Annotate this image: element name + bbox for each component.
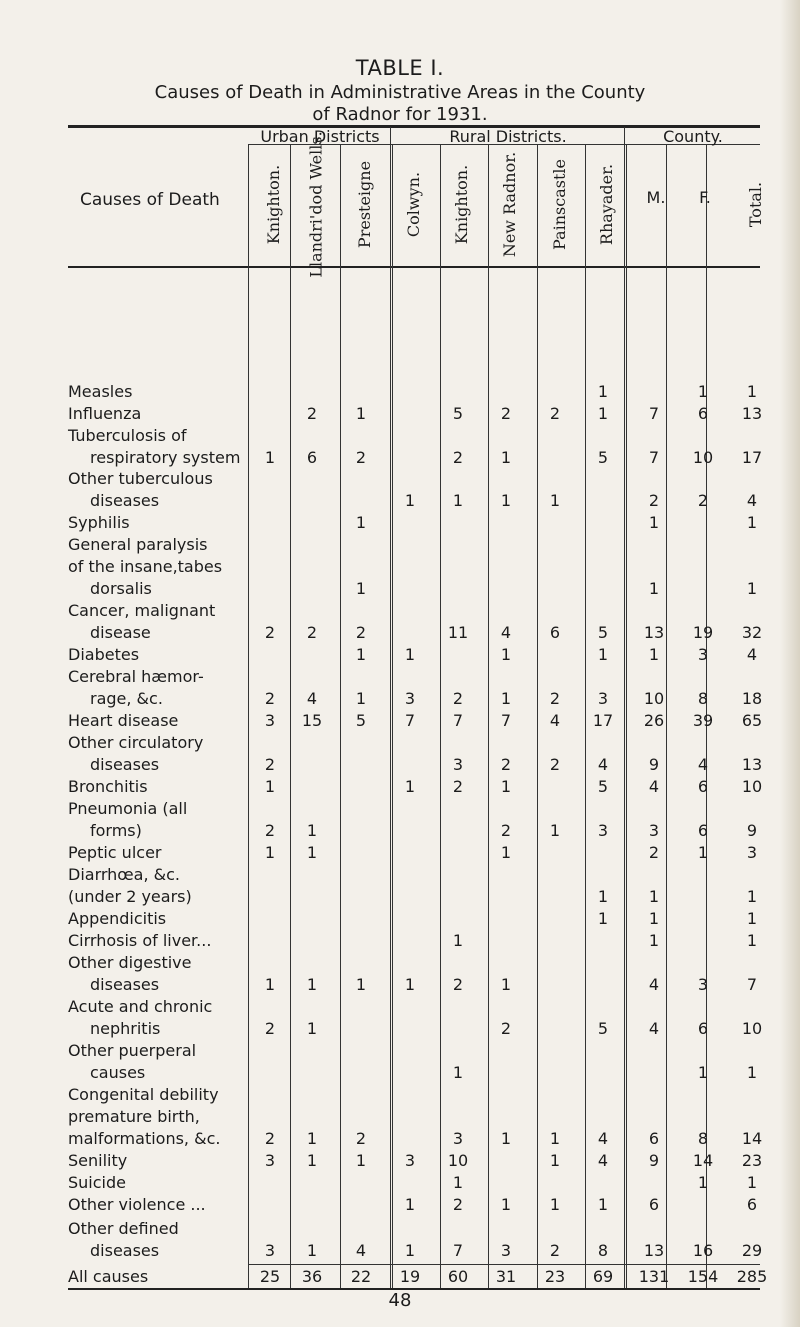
table-cell: 1 <box>597 382 609 401</box>
table-cell: 2 <box>452 448 464 467</box>
table-cell: 3 <box>264 711 276 730</box>
table-cell: 1 <box>746 1173 758 1192</box>
column-header-text: Rhayader. <box>597 163 617 245</box>
column-header-text: Painscastle <box>549 158 569 250</box>
total-cell: 69 <box>592 1267 614 1286</box>
table-cell: 10 <box>643 689 665 708</box>
column-header-text: Knighton. <box>452 164 472 244</box>
table-cell: 1 <box>452 491 464 510</box>
table-cell: 1 <box>355 975 367 994</box>
table-cell: 1 <box>549 491 561 510</box>
table-cell: 1 <box>404 1241 416 1260</box>
column-header-female: F. <box>699 188 711 207</box>
table-cell: 2 <box>500 1019 512 1038</box>
table-cell: 7 <box>648 448 660 467</box>
cause-label: diseases <box>90 975 160 994</box>
cause-label: dorsalis <box>90 579 152 598</box>
table-cell: 3 <box>597 689 609 708</box>
table-cell: 1 <box>355 404 367 423</box>
table-cell: 1 <box>597 909 609 928</box>
table-cell: 8 <box>697 1129 709 1148</box>
table-cell: 1 <box>746 513 758 532</box>
cause-label: Other puerperal <box>68 1041 197 1060</box>
table-cell: 1 <box>597 1195 609 1214</box>
table-cell: 4 <box>597 1151 609 1170</box>
table-cell: 1 <box>500 1129 512 1148</box>
table-cell: 1 <box>355 513 367 532</box>
total-cell: 23 <box>544 1267 566 1286</box>
table-cell: 32 <box>741 623 763 642</box>
cause-label: Peptic ulcer <box>68 843 162 862</box>
table-cell: 3 <box>597 821 609 840</box>
header-rule <box>68 266 760 268</box>
page-number: 48 <box>388 1290 412 1311</box>
table-cell: 1 <box>355 579 367 598</box>
table-cell: 2 <box>264 689 276 708</box>
table-cell: 1 <box>697 382 709 401</box>
cause-label: Congenital debility <box>68 1085 219 1104</box>
table-cell: 6 <box>697 404 709 423</box>
table-cell: 7 <box>500 711 512 730</box>
table-cell: 2 <box>306 623 318 642</box>
table-cell: 19 <box>692 623 714 642</box>
table-cell: 2 <box>549 1241 561 1260</box>
table-cell: 1 <box>746 1063 758 1082</box>
column-divider <box>626 145 627 1288</box>
table-cell: 10 <box>447 1151 469 1170</box>
table-cell: 17 <box>741 448 763 467</box>
table-cell: 7 <box>452 711 464 730</box>
table-cell: 1 <box>404 975 416 994</box>
table-cell: 1 <box>306 843 318 862</box>
table-cell: 1 <box>306 1241 318 1260</box>
table-cell: 15 <box>301 711 323 730</box>
totals-rule <box>248 1264 760 1265</box>
table-cell: 6 <box>648 1195 660 1214</box>
total-cell: 285 <box>736 1267 768 1286</box>
table-cell: 2 <box>306 404 318 423</box>
table-cell: 1 <box>306 975 318 994</box>
table-cell: 1 <box>648 909 660 928</box>
table-cell: 2 <box>452 1195 464 1214</box>
cause-label: Syphilis <box>68 513 130 532</box>
table-cell: 1 <box>597 887 609 906</box>
table-cell: 6 <box>697 777 709 796</box>
total-cell: 25 <box>259 1267 281 1286</box>
table-cell: 4 <box>597 755 609 774</box>
cause-label: Suicide <box>68 1173 126 1192</box>
cause-label: Other digestive <box>68 953 192 972</box>
table-cell: 1 <box>549 1151 561 1170</box>
cause-label: Bronchitis <box>68 777 148 796</box>
table-cell: 1 <box>549 821 561 840</box>
table-cell: 1 <box>500 689 512 708</box>
cause-label: Diabetes <box>68 645 140 664</box>
table-cell: 2 <box>264 623 276 642</box>
table-cell: 13 <box>741 755 763 774</box>
cause-label: of the insane,tabes <box>68 557 223 576</box>
table-cell: 26 <box>643 711 665 730</box>
cause-label: malformations, &c. <box>68 1129 221 1148</box>
table-cell: 1 <box>264 843 276 862</box>
column-header <box>736 145 776 263</box>
cause-label: Cancer, malignant <box>68 601 216 620</box>
total-cell: 154 <box>687 1267 719 1286</box>
table-cell: 13 <box>741 404 763 423</box>
table-cell: 1 <box>264 975 276 994</box>
table-cell: 3 <box>404 689 416 708</box>
column-header <box>345 145 385 263</box>
column-header-text: Colwyn. <box>404 171 424 237</box>
table-cell: 3 <box>264 1241 276 1260</box>
table-cell: 2 <box>549 755 561 774</box>
table-cell: 16 <box>692 1241 714 1260</box>
table-cell: 1 <box>746 887 758 906</box>
table-cell: 5 <box>597 777 609 796</box>
total-cell: 60 <box>447 1267 469 1286</box>
table-cell: 23 <box>741 1151 763 1170</box>
cause-label: Pneumonia (all <box>68 799 188 818</box>
table-cell: 7 <box>404 711 416 730</box>
table-cell: 2 <box>355 448 367 467</box>
table-cell: 9 <box>648 1151 660 1170</box>
total-cell: 31 <box>495 1267 517 1286</box>
table-cell: 1 <box>452 1173 464 1192</box>
column-header-text: New Radnor. <box>500 151 520 257</box>
table-cell: 4 <box>597 1129 609 1148</box>
table-cell: 4 <box>648 975 660 994</box>
table-cell: 1 <box>648 645 660 664</box>
column-header <box>296 130 336 278</box>
table-cell: 4 <box>355 1241 367 1260</box>
table-cell: 1 <box>306 1151 318 1170</box>
table-cell: 13 <box>643 1241 665 1260</box>
column-header-text: Llandri'dod Wells. <box>306 130 326 278</box>
table-cell: 6 <box>697 821 709 840</box>
table-cell: 1 <box>264 448 276 467</box>
table-cell: 6 <box>746 1195 758 1214</box>
table-cell: 1 <box>597 645 609 664</box>
table-cell: 1 <box>648 579 660 598</box>
table-cell: 1 <box>500 448 512 467</box>
table-cell: 3 <box>452 1129 464 1148</box>
cause-label: Senility <box>68 1151 128 1170</box>
table-cell: 1 <box>597 404 609 423</box>
all-causes-label: All causes <box>68 1267 149 1286</box>
cause-label: diseases <box>90 755 160 774</box>
table-cell: 9 <box>746 821 758 840</box>
table-cell: 2 <box>452 777 464 796</box>
cause-label: Other circulatory <box>68 733 204 752</box>
table-cell: 1 <box>697 843 709 862</box>
table-cell: 5 <box>597 623 609 642</box>
cause-label: Appendicitis <box>68 909 167 928</box>
cause-label: Other violence ... <box>68 1195 206 1214</box>
table-cell: 1 <box>404 645 416 664</box>
table-cell: 1 <box>746 579 758 598</box>
cause-label: respiratory system <box>90 448 241 467</box>
cause-label: forms) <box>90 821 142 840</box>
table-cell: 6 <box>549 623 561 642</box>
table-cell: 2 <box>697 491 709 510</box>
table-cell: 4 <box>500 623 512 642</box>
cause-label: causes <box>90 1063 146 1082</box>
table-cell: 4 <box>746 491 758 510</box>
table-cell: 2 <box>264 821 276 840</box>
table-cell: 1 <box>648 513 660 532</box>
table-cell: 39 <box>692 711 714 730</box>
table-cell: 4 <box>306 689 318 708</box>
table-cell: 1 <box>648 887 660 906</box>
table-cell: 2 <box>452 975 464 994</box>
table-cell: 10 <box>692 448 714 467</box>
table-cell: 2 <box>264 1129 276 1148</box>
table-cell: 1 <box>500 645 512 664</box>
column-header-male: M. <box>646 188 666 207</box>
table-cell: 2 <box>549 689 561 708</box>
column-header-text: Knighton. <box>264 164 284 244</box>
cause-label: diseases <box>90 491 160 510</box>
table-cell: 3 <box>746 843 758 862</box>
cause-label: disease <box>90 623 151 642</box>
column-header-text: Presteigne <box>355 160 375 248</box>
cause-label: General paralysis <box>68 535 208 554</box>
table-cell: 2 <box>500 404 512 423</box>
table-cell: 11 <box>447 623 469 642</box>
cause-label: Influenza <box>68 404 142 423</box>
table-cell: 3 <box>697 645 709 664</box>
table-cell: 2 <box>648 491 660 510</box>
table-cell: 17 <box>592 711 614 730</box>
table-cell: 7 <box>746 975 758 994</box>
table-cell: 1 <box>452 1063 464 1082</box>
table-cell: 1 <box>355 1151 367 1170</box>
cause-label: Diarrhœa, &c. <box>68 865 181 884</box>
table-cell: 1 <box>500 777 512 796</box>
table-cell: 2 <box>648 843 660 862</box>
table-cell: 29 <box>741 1241 763 1260</box>
table-cell: 4 <box>549 711 561 730</box>
table-cell: 2 <box>500 821 512 840</box>
table-title: TABLE I. <box>355 56 445 80</box>
table-cell: 10 <box>741 1019 763 1038</box>
column-header <box>254 145 294 263</box>
cause-label: (under 2 years) <box>68 887 192 906</box>
cause-label: nephritis <box>90 1019 161 1038</box>
table-cell: 65 <box>741 711 763 730</box>
group-label-county: County. <box>663 127 723 146</box>
table-cell: 4 <box>648 777 660 796</box>
table-cell: 1 <box>746 382 758 401</box>
table-cell: 1 <box>549 1195 561 1214</box>
table-cell: 14 <box>692 1151 714 1170</box>
cause-label: rage, &c. <box>90 689 163 708</box>
table-cell: 1 <box>452 931 464 950</box>
table-cell: 1 <box>500 1195 512 1214</box>
cause-label: Measles <box>68 382 133 401</box>
subtitle-line-2: of Radnor for 1931. <box>312 104 488 125</box>
table-cell: 5 <box>597 1019 609 1038</box>
total-cell: 131 <box>638 1267 670 1286</box>
table-cell: 1 <box>500 975 512 994</box>
table-cell: 2 <box>355 623 367 642</box>
table-cell: 1 <box>746 931 758 950</box>
group-label-rural: Rural Districts. <box>449 127 567 146</box>
causes-column-header: Causes of Death <box>80 190 220 210</box>
table-cell: 13 <box>643 623 665 642</box>
column-header <box>394 145 434 263</box>
column-header <box>587 145 627 263</box>
table-cell: 1 <box>264 777 276 796</box>
table-cell: 5 <box>355 711 367 730</box>
cause-label: Other defined <box>68 1219 179 1238</box>
table-cell: 3 <box>264 1151 276 1170</box>
table-subtitle <box>0 82 800 126</box>
table-cell: 18 <box>741 689 763 708</box>
table-cell: 1 <box>648 931 660 950</box>
group-label-urban: Urban Districts <box>260 127 380 146</box>
table-cell: 6 <box>648 1129 660 1148</box>
cause-label: premature birth, <box>68 1107 200 1126</box>
table-cell: 1 <box>500 491 512 510</box>
table-cell: 1 <box>404 777 416 796</box>
table-cell: 4 <box>648 1019 660 1038</box>
table-cell: 4 <box>746 645 758 664</box>
table-cell: 7 <box>452 1241 464 1260</box>
total-cell: 19 <box>399 1267 421 1286</box>
cause-label: Cirrhosis of liver... <box>68 931 212 950</box>
table-cell: 2 <box>355 1129 367 1148</box>
table-cell: 1 <box>697 1063 709 1082</box>
table-cell: 1 <box>306 1129 318 1148</box>
table-cell: 3 <box>404 1151 416 1170</box>
table-cell: 5 <box>452 404 464 423</box>
page-edge-shadow <box>780 0 800 1327</box>
table-cell: 6 <box>697 1019 709 1038</box>
table-cell: 2 <box>549 404 561 423</box>
table-cell: 2 <box>264 1019 276 1038</box>
cause-label: Acute and chronic <box>68 997 213 1016</box>
total-cell: 36 <box>301 1267 323 1286</box>
table-cell: 1 <box>404 491 416 510</box>
table-cell: 3 <box>648 821 660 840</box>
table-cell: 3 <box>697 975 709 994</box>
column-header <box>442 145 482 263</box>
table-cell: 14 <box>741 1129 763 1148</box>
table-cell: 6 <box>306 448 318 467</box>
table-cell: 8 <box>697 689 709 708</box>
table-cell: 1 <box>746 909 758 928</box>
table-cell: 7 <box>648 404 660 423</box>
table-cell: 1 <box>500 843 512 862</box>
column-header <box>539 145 579 263</box>
table-cell: 3 <box>500 1241 512 1260</box>
table-cell: 9 <box>648 755 660 774</box>
table-cell: 1 <box>306 821 318 840</box>
column-header-text: Total. <box>746 181 766 227</box>
table-cell: 1 <box>697 1173 709 1192</box>
table-cell: 8 <box>597 1241 609 1260</box>
table-cell: 10 <box>741 777 763 796</box>
table-cell: 2 <box>500 755 512 774</box>
table-cell: 2 <box>264 755 276 774</box>
cause-label: Heart disease <box>68 711 179 730</box>
cause-label: Cerebral hæmor- <box>68 667 204 686</box>
table-cell: 1 <box>549 1129 561 1148</box>
column-header <box>490 145 530 263</box>
table-cell: 2 <box>452 689 464 708</box>
table-cell: 3 <box>452 755 464 774</box>
table-cell: 1 <box>306 1019 318 1038</box>
subtitle-line-1: Causes of Death in Administrative Areas in the County <box>154 82 646 103</box>
table-cell: 1 <box>355 645 367 664</box>
table-cell: 5 <box>597 448 609 467</box>
table-cell: 1 <box>355 689 367 708</box>
cause-label: Other tuberculous <box>68 469 213 488</box>
table-cell: 1 <box>404 1195 416 1214</box>
cause-label: diseases <box>90 1241 160 1260</box>
total-cell: 22 <box>350 1267 372 1286</box>
table-cell: 4 <box>697 755 709 774</box>
cause-label: Tuberculosis of <box>68 426 187 445</box>
